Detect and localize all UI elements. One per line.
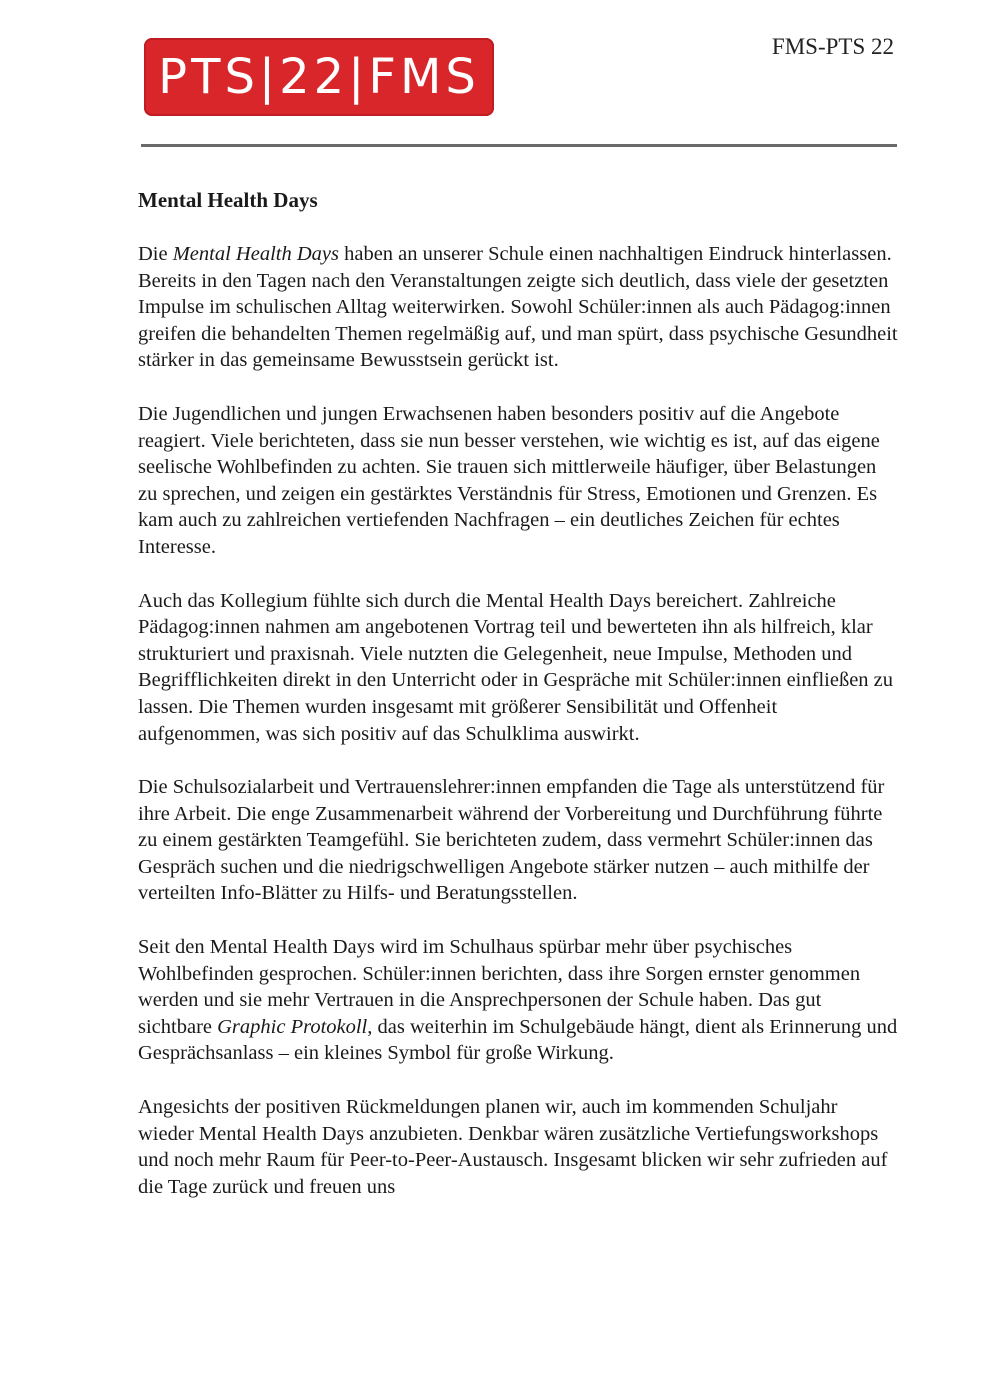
document-body	[138, 188, 898, 1227]
paragraph-2: Die Jugendlichen und jungen Erwachsenen haben besonders positiv auf die Angebote reagiert. Viele berichteten, dass sie nun besser verstehen, wie wichtig es ist, auf das eigene seelische Wohlbefinden zu achten. Sie trauen sich mittlerweile häufiger, über Belastungen zu sprechen, und zeigen ein gestärktes Verständnis für Stress, Emotionen und Grenzen. Es kam auch zu zahlreichen vertiefenden Nachfragen – ein deutliches Zeichen für echtes Interesse.	[138, 402, 880, 558]
logo-text: PTS|22|FMS	[158, 49, 480, 105]
paragraph-text: Die	[138, 243, 173, 265]
paragraph-4: Die Schulsozialarbeit und Vertrauenslehrer:innen empfanden die Tage als unterstützend für ihre Arbeit. Die enge Zusammenarbeit während der Vorbereitung und Durchführung führte zu einem gestärkten Teamgefühl. Sie berichteten zudem, dass vermehrt Schüler:innen das Gespräch suchen und die niedrigschwelligen Angebote stärker nutzen – auch mithilfe der verteilten Info-Blätter zu Hilfs- und Beratungsstellen.	[138, 776, 885, 905]
header-divider	[141, 144, 897, 147]
pts-fms-logo	[144, 38, 494, 116]
emphasis-text: Graphic Protokoll	[217, 1015, 368, 1038]
paragraph-1	[138, 241, 898, 374]
emphasis-text: Mental Health Days	[172, 243, 339, 265]
document-code: FMS-PTS 22	[771, 34, 894, 59]
paragraph-3: Auch das Kollegium fühlte sich durch die Mental Health Days bereichert. Zahlreiche Pädagog:innen nahmen am angebotenen Vortrag teil und bewerteten ihn als hilfreich, klar strukturiert und praxisnah. Viele nutzten die Gelegenheit, neue Impulse, Methoden und Begrifflichkeiten direkt in den Unterricht oder in Gespräche mit Schüler:innen einfließen zu lassen. Die Themen wurden insgesamt mit größerer Sensibilität und Offenheit aufgenommen, was sich positiv auf das Schulklima auswirkt.	[138, 589, 894, 745]
paragraph-text: , das weiterhin im Schulgebäude hängt, dient als Erinnerung und Gesprächsanlass – ein kleines Symbol für große Wirkung.	[138, 1015, 898, 1065]
paragraph-6: Angesichts der positiven Rückmeldungen planen wir, auch im kommenden Schuljahr wieder Mental Health Days anzubieten. Denkbar wären zusätzliche Vertiefungsworkshops und noch mehr Raum für Peer-to-Peer-Austausch. Insgesamt blicken wir sehr zufrieden auf die Tage zurück und freuen uns	[138, 1096, 888, 1198]
paragraph-5	[138, 934, 898, 1067]
paragraph-text: Seit den Mental Health Days wird im Schulhaus spürbar mehr über psychisches Wohlbefinden gesprochen. Schüler:innen berichten, dass ihre Sorgen ernster genommen werden und sie mehr Vertrauen in die Ansprechpersonen der Schule haben. Das gut sichtbare	[138, 936, 861, 1038]
paragraph-text: haben an unserer Schule einen nachhaltigen Eindruck hinterlassen. Bereits in den Tagen nach den Veranstaltungen zeigte sich deutlich, dass viele der gesetzten Impulse im schulischen Alltag weiterwirken. Sowohl Schüler:innen als auch Pädagog:innen greifen die behandelten Themen regelmäßig auf, und man spürt, dass psychische Gesundheit stärker in das gemeinsame Bewusstsein gerückt ist.	[138, 243, 898, 372]
document-title: Mental Health Days	[138, 188, 318, 212]
